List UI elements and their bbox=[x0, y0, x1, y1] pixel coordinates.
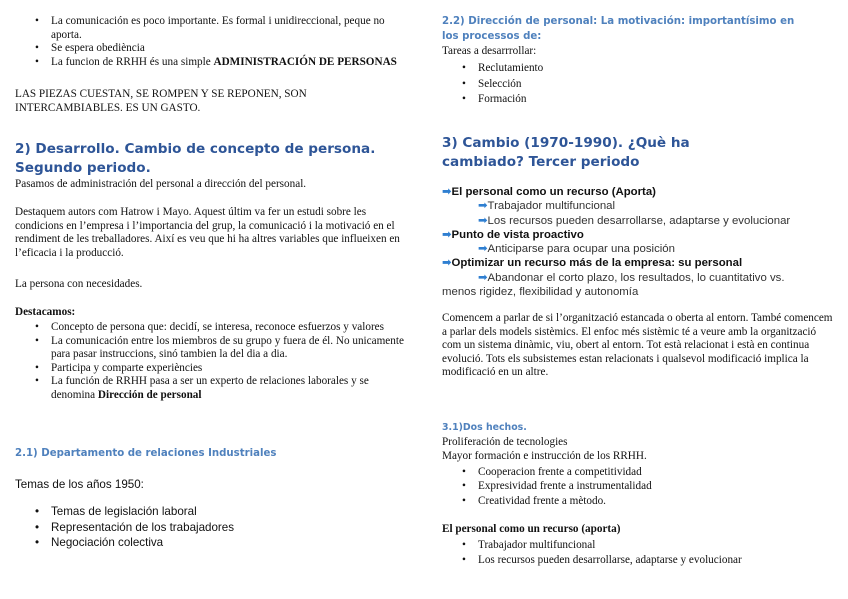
list-item: • Concepto de persona que: decidí, se interesa, reconoce esfuerzos y valores bbox=[15, 321, 415, 335]
paragraph-comencem: Comencem a parlar de si l’organització estancada o oberta al entorn. També comencem a parlar dels models sistèmics. El enfoc més sistèmic té a veure amb la organització com un sistema dinàmic, viu, obert al entorn. Tot està relacionat i està en continua evolució. Tots els subsistemes estan relacionats i qualsevol modificació implica la modificació en un altre. bbox=[442, 312, 833, 378]
list-item: • La comunicación entre los miembros de su grupo y fuera de él. No unicamente para pasar instruccions, sinó tambien la del dia a dia. bbox=[15, 335, 415, 362]
outline-text: Los recursos pueden desarrollarse, adaptarse y evolucionar bbox=[487, 214, 791, 227]
arrow-icon: ➡ bbox=[442, 228, 452, 241]
paragraph-mayor: Mayor formación e instrucción de los RRHH. bbox=[442, 450, 647, 462]
outline-title: Optimizar un recurso más de la empresa: su personal bbox=[451, 257, 743, 270]
paragraph-destaquem: Destaquem autors com Hatrow i Mayo. Aquest últim va fer un estudi sobre les condicions en l’empresa i l’importancia del grup, la comunicació i la motivació en el rendiment de les treballadores. Així es veu que hi ha altres variables que influeixen en l’eficacia i la producció. bbox=[15, 206, 400, 259]
paragraph-proliferacion: Proliferación de tecnologies bbox=[442, 436, 568, 448]
list-item: • Se espera obediència bbox=[15, 42, 415, 56]
paragraph-persona: La persona con necesidades. bbox=[15, 278, 143, 290]
list-item: • Cooperacion frente a competitividad bbox=[442, 465, 838, 479]
list-item: • Creatividad frente a mètodo. bbox=[442, 494, 838, 508]
arrow-icon: ➡ bbox=[478, 200, 488, 213]
list-item: • Selección bbox=[442, 77, 838, 93]
bullet-bold-text: Dirección de personal bbox=[97, 388, 202, 401]
list-item: • La comunicación es poco importante. Es formal i unidireccional, peque no aporta. bbox=[15, 15, 415, 42]
section-heading-departamento: 2.1) Departamento de relaciones Industriales bbox=[15, 448, 277, 459]
recurso2-title: El personal como un recurso (aporta) bbox=[442, 523, 621, 535]
destacamos-label: Destacamos: bbox=[15, 306, 76, 318]
section-heading-dos-hechos: 3.1)Dos hechos. bbox=[442, 422, 527, 433]
recurso2-bullet-list bbox=[442, 538, 838, 567]
list-item: • Representación de los trabajadores bbox=[15, 520, 415, 536]
arrow-icon: ➡ bbox=[478, 214, 488, 227]
outline-item bbox=[442, 185, 838, 199]
outline-subitem bbox=[442, 214, 838, 228]
list-item: • Reclutamiento bbox=[442, 61, 838, 77]
outline-subitem bbox=[442, 242, 838, 256]
outline-text: Anticiparse para ocupar una posición bbox=[487, 243, 675, 256]
list-item: • Participa y comparte experiències bbox=[15, 362, 415, 376]
paragraph-pasamos: Pasamos de administración del personal a dirección del personal. bbox=[15, 178, 307, 190]
arrow-icon: ➡ bbox=[442, 257, 452, 270]
destacamos-bullet-list bbox=[15, 321, 415, 402]
list-item: • Trabajador multifuncional bbox=[442, 538, 838, 553]
bullet-text: La funcion de RRHH és una simple bbox=[51, 55, 214, 68]
intro-bullet-list bbox=[15, 15, 415, 69]
section-heading-direccion: 2.2) Dirección de personal: La motivación: importantísimo en los processos de: bbox=[442, 16, 795, 42]
list-item: • Temas de legislación laboral bbox=[15, 504, 415, 520]
list-item bbox=[15, 56, 415, 70]
outline-item bbox=[442, 228, 838, 242]
bullet-bold-text: ADMINISTRACIÓN DE PERSONAS bbox=[213, 55, 397, 68]
list-item: • Formación bbox=[442, 92, 838, 108]
outline-title: El personal como un recurso (Aporta) bbox=[451, 186, 656, 198]
arrow-icon: ➡ bbox=[478, 271, 488, 284]
tareas-bullet-list bbox=[442, 61, 838, 108]
arrow-icon: ➡ bbox=[478, 243, 488, 256]
list-item: • Los recursos pueden desarrollarse, adaptarse y evolucionar bbox=[442, 553, 838, 568]
outline-continuation: menos rigidez, flexibilidad y autonomía bbox=[442, 286, 639, 299]
outline-title: Punto de vista proactivo bbox=[451, 228, 584, 241]
list-item: • Expresividad frente a instrumentalidad bbox=[442, 479, 838, 493]
hechos-bullet-list bbox=[442, 465, 838, 508]
tareas-label: Tareas a desarrrollar: bbox=[442, 45, 537, 57]
list-item bbox=[15, 375, 415, 402]
temas-label: Temas de los años 1950: bbox=[15, 478, 144, 491]
outline-item bbox=[442, 256, 838, 270]
outline-subitem bbox=[442, 199, 838, 213]
arrow-icon: ➡ bbox=[442, 186, 452, 198]
temas-bullet-list bbox=[15, 504, 415, 551]
section-heading-cambio: 3) Cambio (1970-1990). ¿Què ha cambiado? Tercer periodo bbox=[442, 135, 690, 170]
bullet-text: La función de RRHH pasa a ser un experto de relaciones laborales y se denomina bbox=[51, 375, 369, 401]
list-item: • Negociación colectiva bbox=[15, 535, 415, 551]
intro-caps-paragraph: LAS PIEZAS CUESTAN, SE ROMPEN Y SE REPONEN, SON INTERCAMBIABLES. ES UN GASTO. bbox=[15, 88, 307, 114]
section-heading-desarrollo: 2) Desarrollo. Cambio de concepto de persona. Segundo periodo. bbox=[15, 141, 376, 176]
outline-text: Trabajador multifuncional bbox=[487, 200, 616, 213]
recurso-outline bbox=[442, 185, 838, 299]
outline-text: Abandonar el corto plazo, los resultados, lo cuantitativo vs. bbox=[487, 271, 785, 284]
outline-subitem bbox=[442, 271, 838, 285]
